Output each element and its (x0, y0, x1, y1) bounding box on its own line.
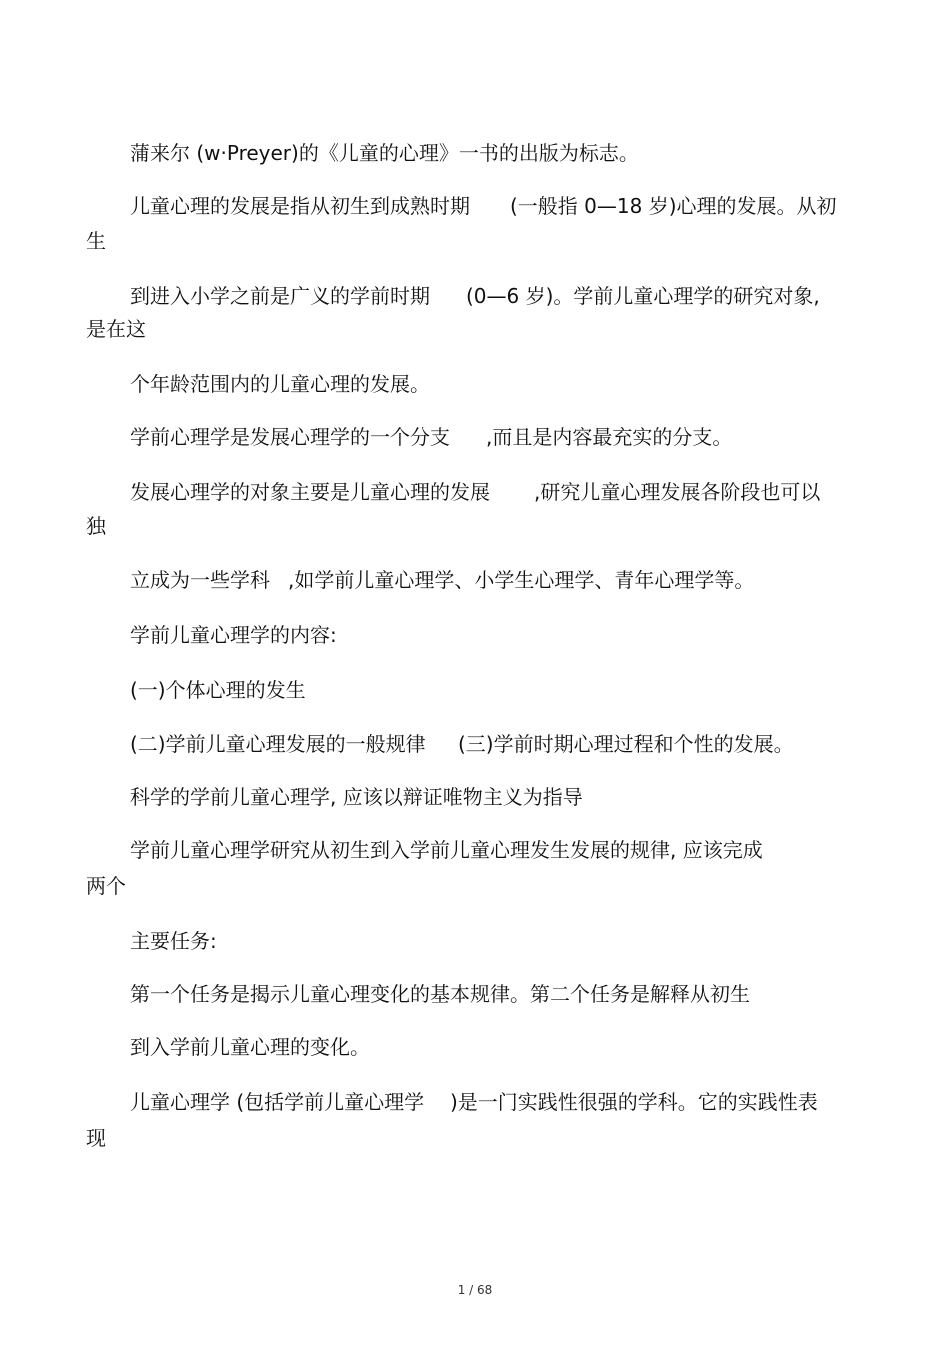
text-segment: 第一个任务是揭示儿童心理变化的基本规律。第二个任务是解释从初生 (130, 982, 750, 1006)
text-segment: (一般指 0—18 岁)心理的发展。从初 (510, 194, 837, 218)
text-segment: 发展心理学的对象主要是儿童心理的发展 (130, 480, 490, 504)
text-segment: 主要任务: (130, 929, 217, 953)
text-segment: (二)学前儿童心理发展的一般规律 (130, 732, 426, 756)
text-segment: 蒲来尔 (w·Preyer)的《儿童的心理》一书的出版为标志。 (130, 141, 639, 165)
text-segment: 现 (86, 1126, 106, 1150)
text-segment: 儿童心理学 (包括学前儿童心理学 (130, 1090, 425, 1114)
text-segment: 到进入小学之前是广义的学前时期 (130, 284, 430, 308)
text-segment: (三)学前时期心理过程和个性的发展。 (458, 732, 794, 756)
text-segment: ,而且是内容最充实的分支。 (486, 425, 733, 449)
page-footer (0, 1282, 950, 1298)
text-segment: ,如学前儿童心理学、小学生心理学、青年心理学等。 (288, 568, 755, 592)
text-segment: 学前儿童心理学研究从初生到入学前儿童心理发生发展的规律, 应该完成 (130, 838, 763, 862)
text-segment: ,研究儿童心理发展各阶段也可以 (534, 480, 821, 504)
text-segment: 立成为一些学科 (130, 568, 270, 592)
text-segment: (一)个体心理的发生 (130, 678, 306, 702)
text-segment: )是一门实践性很强的学科。它的实践性表 (450, 1090, 818, 1114)
text-segment: 独 (86, 514, 106, 538)
text-segment: 学前儿童心理学的内容: (130, 623, 337, 647)
page-number: 1 (457, 1283, 466, 1297)
text-segment: 学前心理学是发展心理学的一个分支 (130, 425, 450, 449)
text-segment: 生 (86, 229, 106, 253)
text-segment: 个年龄范围内的儿童心理的发展。 (130, 372, 430, 396)
page-separator: / (469, 1283, 474, 1297)
text-segment: 两个 (86, 874, 126, 898)
text-segment: 儿童心理的发展是指从初生到成熟时期 (130, 194, 470, 218)
text-segment: 是在这 (86, 317, 146, 341)
text-segment: (0—6 岁)。学前儿童心理学的研究对象, (466, 284, 820, 308)
text-segment: 到入学前儿童心理的变化。 (130, 1035, 370, 1059)
total-pages: 68 (477, 1283, 493, 1297)
text-segment: 科学的学前儿童心理学, 应该以辩证唯物主义为指导 (130, 785, 583, 809)
